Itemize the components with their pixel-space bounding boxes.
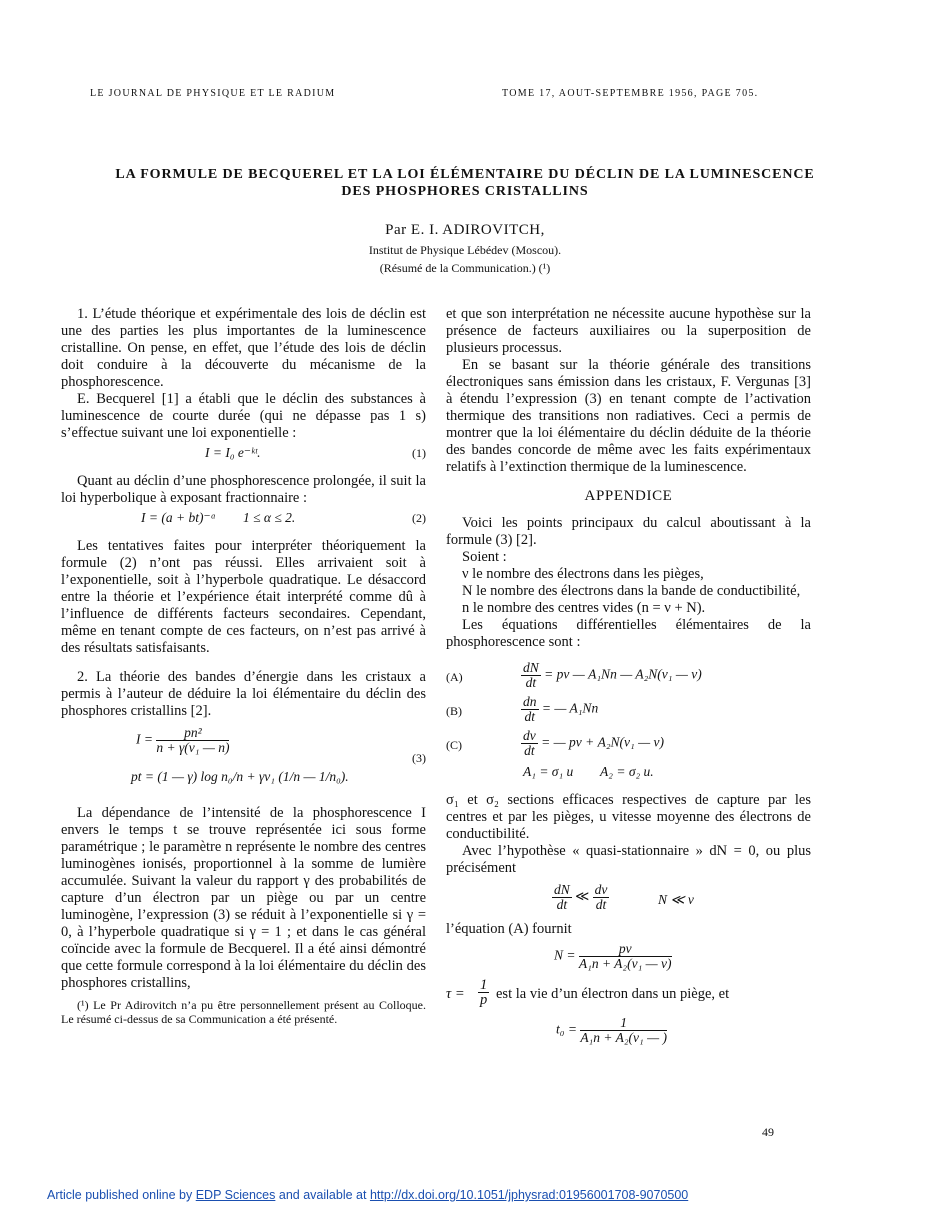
paragraph: 2. La théorie des bandes d’énergie dans les cristaux a permis à l’auteur de déduire la loi élémentaire du déclin des phosphores cristallins [2]. [61,669,426,719]
definition: n le nombre des centres vides (n = ν + N). [462,600,706,616]
equation-b-numerator: dn [523,694,537,709]
equation-2-number: (2) [412,511,426,525]
publisher-link[interactable]: EDP Sciences [195,1188,276,1202]
tau-text: est la vie d’un électron dans un piège, et [496,986,730,1002]
paragraph: Quant au déclin d’une phosphorescence prolongée, il suit la loi hyperbolique à exposant fractionnaire : [61,473,426,506]
equation-b-label: (B) [446,704,462,718]
equation-n [446,940,811,978]
publication-footer [47,1188,688,1202]
tau-numerator: 1 [480,977,488,993]
page-number: 49 [762,1125,774,1139]
equation-3b: pt = (1 — γ) log n₀/n + γν₁ (1/n — 1/n₀). [131,769,349,784]
paragraph: La dépendance de l’intensité de la phosphorescence I envers le temps t se trouve représentée ici sous forme paramétrique ; le paramètre n représente le nombre des centres luminogènes ionisés, proportionnel à la somme de lumière accumulée. Suivant la valeur du rapport γ des probabilités de capture d’un électron par un piège ou par un centre luminogène, l’expression (3) se réduit à l’exponentielle si γ = 0, à l’hyperbole quadratique si γ = 1 ; et dans le cas général coïncide avec la formule de Becquerel. Il a été ainsi démontré que cette formule correspond à la loi élémentaire du déclin des phosphores cristallins, [61,805,426,991]
inequality-left-denominator: dt [556,897,568,912]
institute: Institut de Physique Lébédev (Moscou). [368,243,562,257]
equation-1 [61,442,426,464]
definition: N le nombre des électrons dans la bande de conductibilité, [462,583,801,599]
right-column [446,306,811,1050]
tau-denominator: p [480,992,488,1008]
paragraph: Voici les points principaux du calcul aboutissant à la formule (3) [2]. [446,515,811,548]
appendix-heading: APPENDICE [584,488,673,504]
equation-3-number: (3) [412,751,426,765]
paragraph: l’équation (A) fournit [446,921,572,937]
equation-2-body: I = (a + bt)⁻ᵅ 1 ≤ α ≤ 2. [141,510,296,525]
equation-n-lhs: N = [554,947,576,963]
inequality-right-denominator: dt [595,897,607,912]
tau-lhs: τ = [446,986,465,1002]
inequality-tail: N ≪ ν [658,892,694,907]
title-line-2: DES PHOSPHORES CRISTALLINS [341,184,589,199]
paragraph: Soient : [462,549,507,565]
equation-a-label: (A) [446,670,463,684]
equation-t0-lhs: t₀ = [556,1021,577,1037]
paragraph: Les tentatives faites pour interpréter théoriquement la formule (2) n’ont pas réussi. Elles arrivaient soit à l’exponentielle, soit à l’hyperbole quadratique. Le désaccord entre la théorie et l’expérience était interprété comme dû à l’influence de différents facteurs secondaires. Cependant, même en tenant compte de ces facteurs, on n’est pas arrivé à des résultats satisfaisants. [61,538,426,656]
footer-middle: and available at [278,1188,367,1202]
paragraph: En se basant sur la théorie générale des transitions électroniques sans émission dans les cristaux, F. Vergunas [3] à étendu l’expression (3) en tenant compte de l’activation thermique des transitions non radiatives. Ceci a permis de montrer que la loi élémentaire du déclin déduite de la théorie des bandes concorde de même avec les faits expérimentaux relatifs à l’extinction thermique de la luminescence. [446,357,811,475]
equation-c-rhs: = — pν + A₂N(ν₁ — ν) [541,734,664,750]
inequality-right-numerator: dν [594,882,608,897]
resume-note: (Résumé de la Communication.) (¹) [379,261,551,275]
left-column [61,306,426,1026]
paragraph: 1. L’étude théorique et expérimentale des lois de déclin est une des parties les plus importantes de la luminescence cristalline. On pense, en effet, que l’étude des lois de déclin doit conduire à la découverte du mécanisme de la phosphorescence. [61,306,426,390]
author: Par E. I. ADIROVITCH, [385,222,545,238]
equation-t0-numerator: 1 [580,1016,667,1031]
equation-constants: A₁ = σ₁ u A₂ = σ₂ u. [523,764,654,779]
equation-t0 [446,1014,811,1050]
running-header-issue: TOME 17, AOUT-SEPTEMBRE 1956, PAGE 705. [502,88,759,99]
equation-3a-denominator: n + γ(ν₁ — n) [156,740,230,755]
equation-1-body: I = I₀ e⁻ᵏᵗ. [205,445,261,460]
equation-n-denominator: A₁n + A₂(ν₁ — ν) [578,956,672,971]
equation-3a-fraction [156,726,229,755]
inequality-symbol: ≪ [575,888,590,904]
equation-b [446,695,811,729]
footer-prefix: Article published online by [47,1188,193,1202]
equation-c-denominator: dt [524,743,535,758]
equation-c [446,729,811,763]
paragraph: σ₁ et σ₂ sections efficaces respectives de capture par les centres et par les pièges, u vitesse moyenne des électrons de conductibilité. [446,792,811,842]
paragraph: E. Becquerel [1] a établi que le déclin des substances à luminescence de courte durée (qui ne dépasse pas 1 s) s’effectue suivant une loi exponentielle : [61,391,426,441]
paragraph: Les équations différentielles élémentaires de la phosphorescence sont : [446,617,811,650]
equation-t0-denominator: A₁n + A₂(ν₁ — ) [580,1030,667,1045]
tau-line [446,978,811,1014]
paragraph: et que son interprétation ne nécessite aucune hypothèse sur la présence de facteurs auxiliaires ou la superposition de plusieurs processus. [446,306,811,356]
definition: ν le nombre des électrons dans les pièges, [462,566,704,582]
article-title [40,166,890,200]
doi-link[interactable]: http://dx.doi.org/10.1051/jphysrad:01956001708-9070500 [369,1188,689,1202]
equation-c-label: (C) [446,738,462,752]
equation-system [446,661,811,783]
title-line-1: LA FORMULE DE BECQUEREL ET LA LOI ÉLÉMENTAIRE DU DÉCLIN DE LA LUMINESCENCE [115,167,815,182]
paragraph: Avec l’hypothèse « quasi-stationnaire » dN = 0, ou plus précisément [446,843,811,876]
equation-b-rhs: = — A₁Nn [541,700,599,716]
equation-a [446,661,811,695]
equation-3a-lhs: I = [136,731,153,747]
equation-a-numerator: dN [523,660,539,675]
running-header-journal: LE JOURNAL DE PHYSIQUE ET LE RADIUM [90,88,336,99]
equation-2 [61,507,426,529]
equation-a-rhs: = pν — A₁Nn — A₂N(ν₁ — ν) [544,666,702,682]
inequality [446,881,811,921]
equation-c-numerator: dν [523,728,536,743]
equation-3a-numerator: pn² [156,726,229,741]
equation-a-denominator: dt [525,675,537,690]
inequality-left-numerator: dN [554,882,570,897]
footnote: (¹) Le Pr Adirovitch n’a pu être personnellement présent au Colloque. Le résumé ci-dessus de sa Communication a été présenté. [61,998,426,1026]
equation-b-denominator: dt [524,709,535,724]
equation-n-numerator: pν [579,942,672,957]
equation-1-number: (1) [412,446,426,460]
equation-3 [61,726,426,796]
